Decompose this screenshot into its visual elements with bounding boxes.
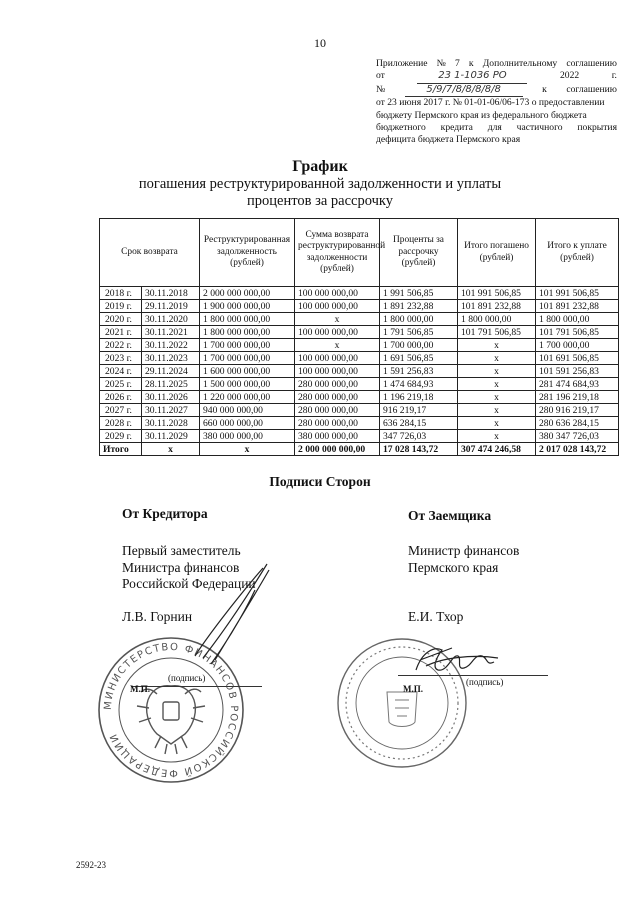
row-date: 29.11.2024 [142, 365, 200, 378]
header-total-paid: Итого погашено (рублей) [458, 219, 536, 287]
header-interest: Проценты за рассрочку (рублей) [380, 219, 458, 287]
row-repayment: 100 000 000,00 [295, 326, 380, 339]
total-debt: х [200, 443, 295, 456]
row-year: 2020 г. [100, 313, 142, 326]
row-debt: 1 900 000 000,00 [200, 300, 295, 313]
row-total-due: 281 196 219,18 [536, 391, 619, 404]
handwritten-date: 23 1-1036 PO [417, 70, 527, 83]
signatures-heading: Подписи Сторон [269, 474, 371, 489]
row-repayment: 280 000 000,00 [295, 417, 380, 430]
appendix-line-5: бюджету Пермского края из федерального бюджета [376, 109, 587, 121]
borrower-position [408, 543, 519, 576]
row-total-due: 280 636 284,15 [536, 417, 619, 430]
row-year: 2023 г. [100, 352, 142, 365]
row-total-paid: х [458, 365, 536, 378]
row-total-due: 101 591 256,83 [536, 365, 619, 378]
seal-text: МИНИСТЕРСТВО ФИНАНСОВ РОССИЙСКОЙ ФЕДЕРАЦИИ [102, 641, 240, 779]
appendix-line-2 [376, 70, 617, 83]
borrower-signature-caption: (подпись) [466, 677, 504, 687]
row-date: 30.11.2029 [142, 430, 200, 443]
total-date: х [142, 443, 200, 456]
appendix-word: Приложение [376, 58, 428, 69]
header-repayment: Сумма возврата реструктурированной задолженности (рублей) [295, 219, 380, 287]
appendix-word: бюджетного [376, 122, 426, 134]
row-interest: 1 196 219,18 [380, 391, 458, 404]
borrower-position-line: Пермского края [408, 559, 499, 575]
schedule-title: График [292, 158, 348, 175]
row-interest: 1 991 506,85 [380, 287, 458, 300]
creditor-signature [165, 560, 275, 670]
row-date: 28.11.2025 [142, 378, 200, 391]
row-total-paid: х [458, 391, 536, 404]
appendix-word: от [376, 70, 385, 82]
total-label: Итого [100, 443, 142, 456]
row-date: 30.11.2023 [142, 352, 200, 365]
row-total-due: 101 791 506,85 [536, 326, 619, 339]
row-total-due: 1 800 000,00 [536, 313, 619, 326]
row-total-due: 101 991 506,85 [536, 287, 619, 300]
table-row [100, 378, 619, 391]
row-interest: 347 726,03 [380, 430, 458, 443]
appendix-word: к [468, 58, 474, 69]
row-date: 29.11.2019 [142, 300, 200, 313]
row-date: 30.11.2022 [142, 339, 200, 352]
table-row [100, 339, 619, 352]
row-total-paid: 101 991 506,85 [458, 287, 536, 300]
appendix-reference [376, 58, 617, 147]
appendix-word: частичного [516, 122, 563, 134]
row-interest: 1 691 506,85 [380, 352, 458, 365]
row-total-paid: 1 800 000,00 [458, 313, 536, 326]
creditor-signature-caption: (подпись) [168, 673, 206, 683]
row-total-due: 101 891 232,88 [536, 300, 619, 313]
row-date: 30.11.2018 [142, 287, 200, 300]
appendix-line-3 [376, 84, 617, 97]
creditor-position-line: Российской Федерации [122, 576, 256, 591]
row-repayment: 100 000 000,00 [295, 365, 380, 378]
appendix-word: для [487, 122, 502, 134]
appendix-line-7: дефицита бюджета Пермского края [376, 134, 521, 146]
row-repayment: 100 000 000,00 [295, 352, 380, 365]
total-paid: 307 474 246,58 [458, 443, 536, 456]
appendix-word: г. [611, 70, 617, 82]
appendix-word: к [542, 83, 547, 95]
appendix-word: 7 [454, 58, 460, 69]
row-debt: 1 600 000 000,00 [200, 365, 295, 378]
row-interest: 1 791 506,85 [380, 326, 458, 339]
table-row [100, 404, 619, 417]
row-year: 2024 г. [100, 365, 142, 378]
row-interest: 916 219,17 [380, 404, 458, 417]
row-debt: 940 000 000,00 [200, 404, 295, 417]
creditor-name: Л.В. Горнин [122, 609, 193, 624]
row-repayment: 280 000 000,00 [295, 404, 380, 417]
table-row [100, 287, 619, 300]
appendix-word: покрытия [577, 122, 617, 134]
row-repayment: 100 000 000,00 [295, 300, 380, 313]
row-date: 30.11.2021 [142, 326, 200, 339]
repayment-schedule-table [99, 218, 619, 456]
header-debt: Реструктурированная задолженность (рублей) [200, 219, 295, 287]
row-year: 2026 г. [100, 391, 142, 404]
row-total-paid: х [458, 352, 536, 365]
table-row [100, 365, 619, 378]
row-debt: 380 000 000,00 [200, 430, 295, 443]
row-debt: 1 220 000 000,00 [200, 391, 295, 404]
row-year: 2019 г. [100, 300, 142, 313]
header-term: Срок возврата [100, 219, 200, 287]
row-repayment: 380 000 000,00 [295, 430, 380, 443]
row-interest: 1 474 684,93 [380, 378, 458, 391]
row-year: 2021 г. [100, 326, 142, 339]
appendix-word: соглашению [566, 58, 617, 69]
row-debt: 1 800 000 000,00 [200, 326, 295, 339]
table-total-row [100, 443, 619, 456]
borrower-name: Е.И. Тхор [408, 609, 464, 624]
row-date: 30.11.2026 [142, 391, 200, 404]
table-row [100, 326, 619, 339]
total-repayment: 2 000 000 000,00 [295, 443, 380, 456]
appendix-word: № [376, 83, 386, 95]
creditor-heading: От Кредитора [122, 506, 208, 521]
table-row [100, 391, 619, 404]
row-total-due: 380 347 726,03 [536, 430, 619, 443]
table-row [100, 352, 619, 365]
table-row [100, 417, 619, 430]
table-row [100, 313, 619, 326]
row-year: 2018 г. [100, 287, 142, 300]
appendix-line-4: от 23 июня 2017 г. № 01-01-06/06-173 о предоставлении [376, 97, 605, 109]
row-total-paid: х [458, 404, 536, 417]
row-debt: 1 700 000 000,00 [200, 352, 295, 365]
appendix-line-6 [376, 122, 617, 134]
row-date: 30.11.2027 [142, 404, 200, 417]
table-row [100, 300, 619, 313]
creditor-seal-mark: М.П. [130, 684, 150, 694]
row-interest: 636 284,15 [380, 417, 458, 430]
table-row [100, 430, 619, 443]
row-interest: 1 891 232,88 [380, 300, 458, 313]
row-total-paid: 101 891 232,88 [458, 300, 536, 313]
appendix-year: 2022 [559, 70, 580, 82]
row-date: 30.11.2028 [142, 417, 200, 430]
row-total-due: 101 691 506,85 [536, 352, 619, 365]
row-debt: 2 000 000 000,00 [200, 287, 295, 300]
row-interest: 1 800 000,00 [380, 313, 458, 326]
creditor-position-line: Первый заместитель [122, 543, 241, 558]
row-interest: 1 591 256,83 [380, 365, 458, 378]
row-total-due: 281 474 684,93 [536, 378, 619, 391]
borrower-heading: От Заемщика [408, 508, 492, 523]
seal-emblem-icon [387, 692, 417, 727]
row-debt: 1 500 000 000,00 [200, 378, 295, 391]
row-repayment: 280 000 000,00 [295, 378, 380, 391]
row-debt: 660 000 000,00 [200, 417, 295, 430]
borrower-position-line: Министр финансов [408, 543, 520, 558]
row-repayment: 100 000 000,00 [295, 287, 380, 300]
row-repayment: х [295, 339, 380, 352]
schedule-subtitle: погашения реструктурированной задолженности и уплаты процентов за рассрочку [138, 176, 502, 209]
appendix-word: № [436, 58, 446, 69]
row-year: 2028 г. [100, 417, 142, 430]
double-headed-eagle-icon [137, 686, 205, 754]
row-total-paid: х [458, 430, 536, 443]
page-number: 10 [314, 36, 326, 50]
appendix-word: кредита [440, 122, 473, 134]
row-total-paid: х [458, 378, 536, 391]
row-year: 2025 г. [100, 378, 142, 391]
row-debt: 1 800 000 000,00 [200, 313, 295, 326]
row-year: 2027 г. [100, 404, 142, 417]
row-date: 30.11.2020 [142, 313, 200, 326]
appendix-line-1 [376, 58, 617, 70]
document-code: 2592-23 [76, 860, 106, 870]
row-total-paid: х [458, 417, 536, 430]
row-total-paid: х [458, 339, 536, 352]
row-year: 2029 г. [100, 430, 142, 443]
row-debt: 1 700 000 000,00 [200, 339, 295, 352]
appendix-word: Дополнительному [482, 58, 558, 69]
table-header-row [100, 219, 619, 287]
row-repayment: х [295, 313, 380, 326]
row-total-due: 1 700 000,00 [536, 339, 619, 352]
row-interest: 1 700 000,00 [380, 339, 458, 352]
borrower-seal-mark: М.П. [403, 684, 423, 694]
appendix-word: соглашению [566, 83, 617, 95]
borrower-signature [412, 640, 502, 680]
row-year: 2022 г. [100, 339, 142, 352]
row-repayment: 280 000 000,00 [295, 391, 380, 404]
total-due: 2 017 028 143,72 [536, 443, 619, 456]
row-total-due: 280 916 219,17 [536, 404, 619, 417]
header-total-due: Итого к уплате (рублей) [536, 219, 619, 287]
creditor-position-line: Министра финансов [122, 559, 240, 575]
handwritten-number: 5/9/7/8/8/8/8/8 [405, 84, 523, 97]
total-interest: 17 028 143,72 [380, 443, 458, 456]
row-total-paid: 101 791 506,85 [458, 326, 536, 339]
